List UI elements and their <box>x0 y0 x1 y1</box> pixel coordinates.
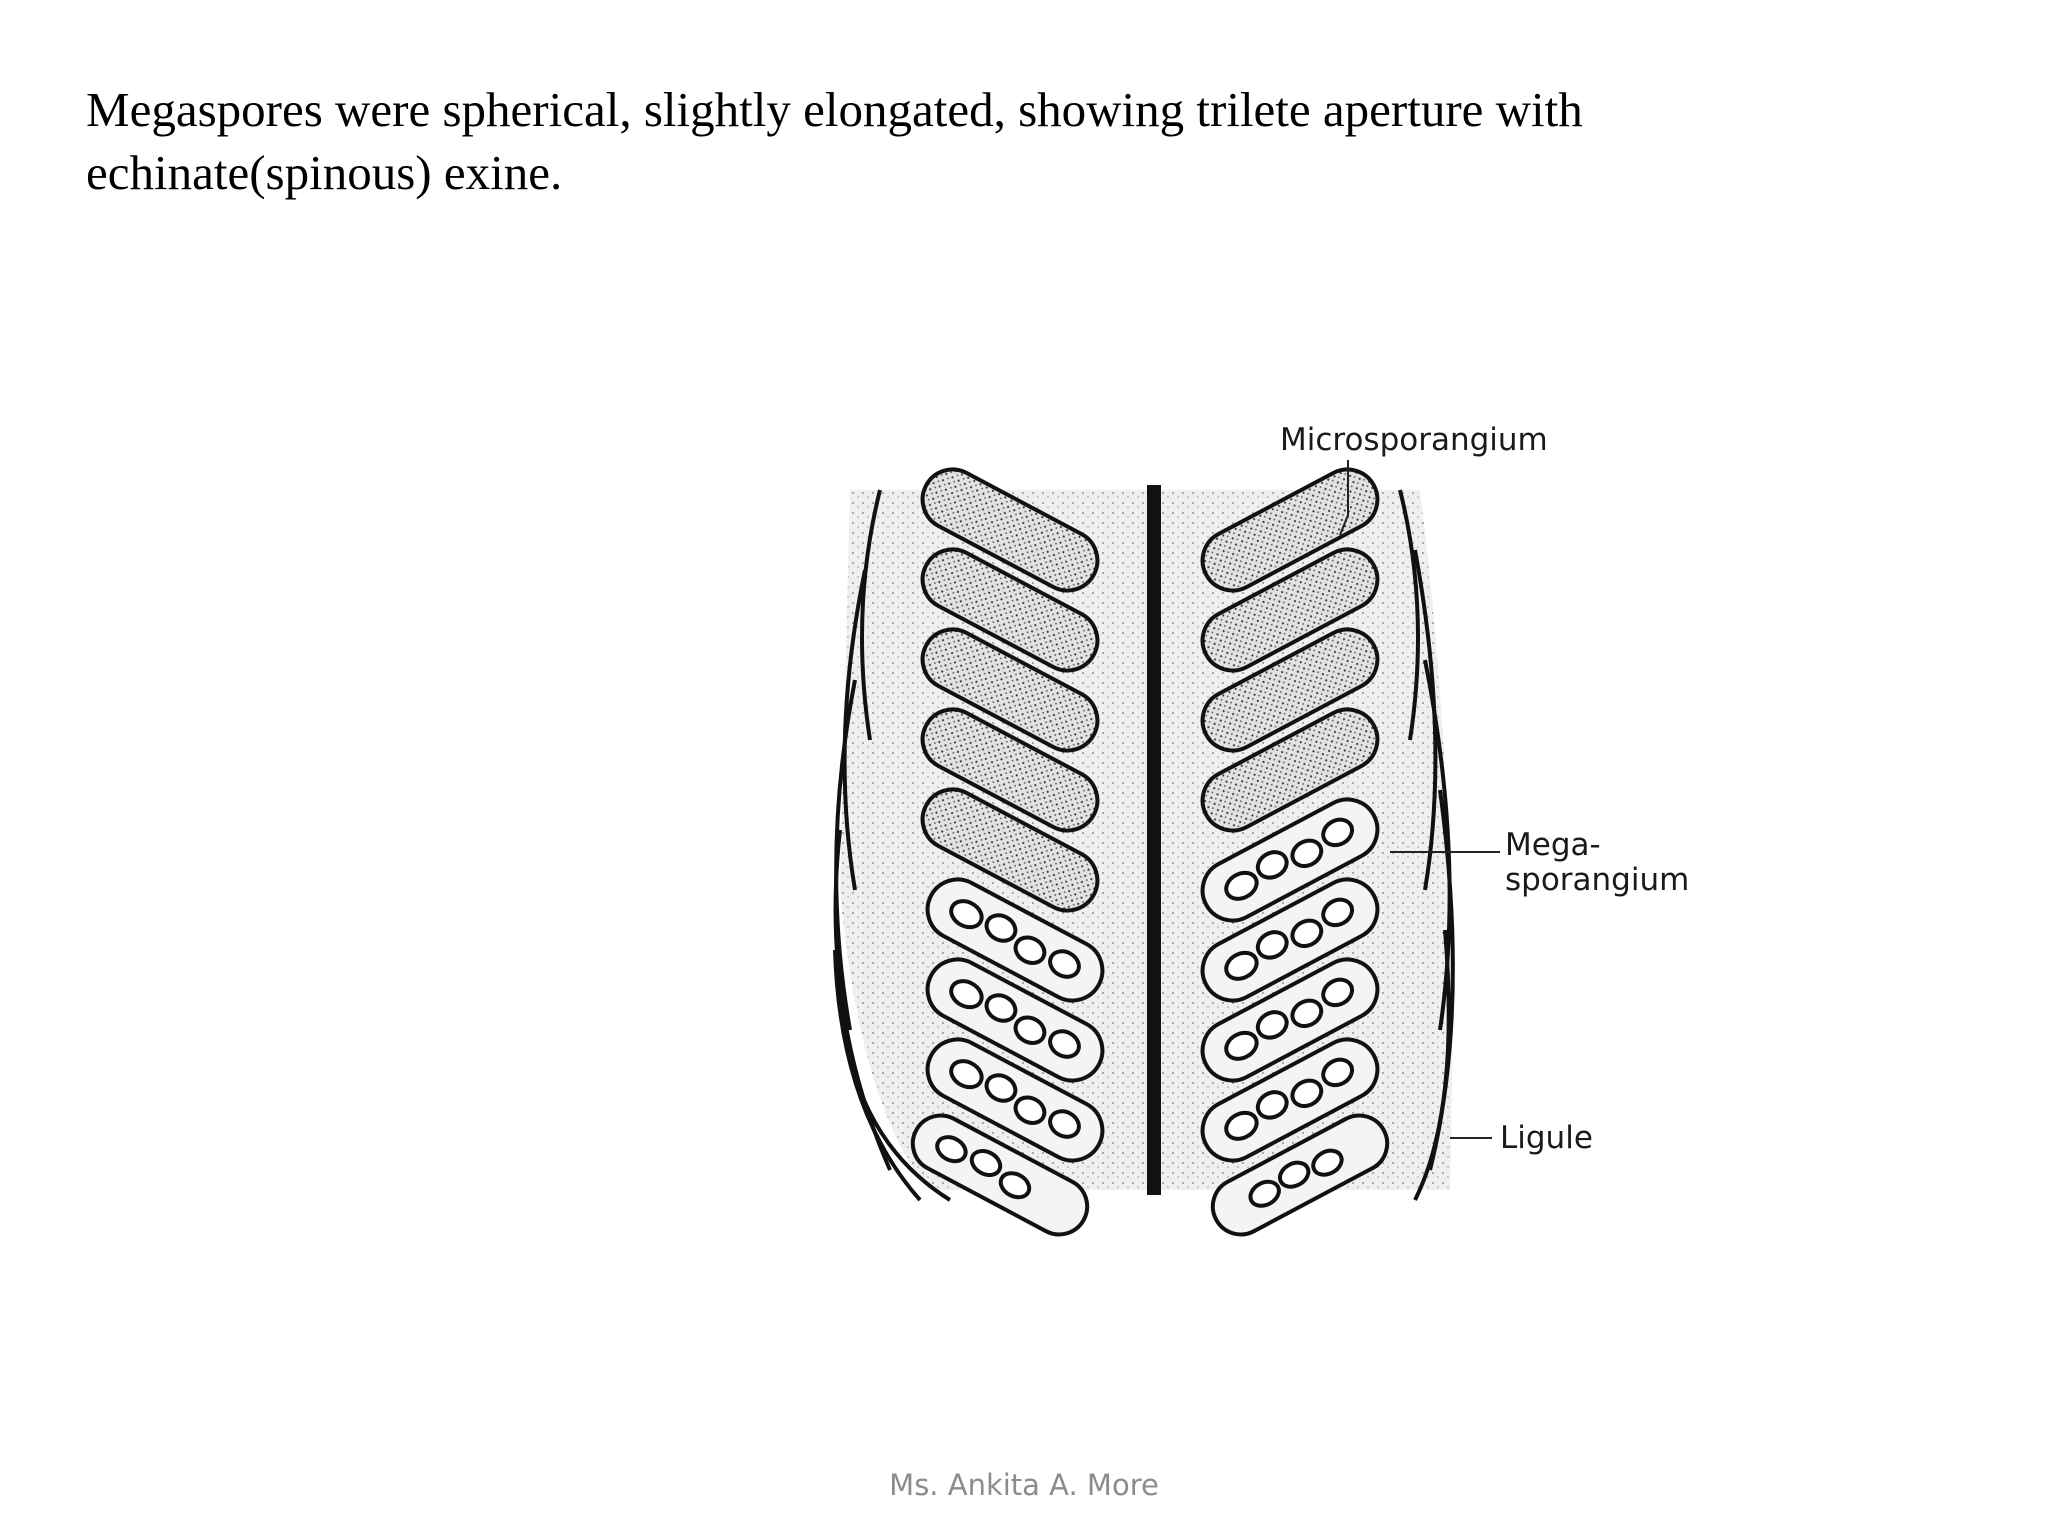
label-microsporangium: Microsporangium <box>1280 422 1548 458</box>
strobilus-drawing <box>800 410 1700 1250</box>
label-megasporangium-line1: Mega- <box>1505 827 1601 863</box>
label-megasporangium-line2: sporangium <box>1505 862 1690 898</box>
strobilus-diagram <box>800 410 1700 1250</box>
cone-axis <box>1147 485 1161 1195</box>
label-ligule: Ligule <box>1500 1120 1593 1156</box>
slide-body-text: Megaspores were spherical, slightly elongated, showing trilete aperture with echinate(spinous) exine. <box>86 82 1583 200</box>
slide-footer-author: Ms. Ankita A. More <box>889 1468 1159 1502</box>
